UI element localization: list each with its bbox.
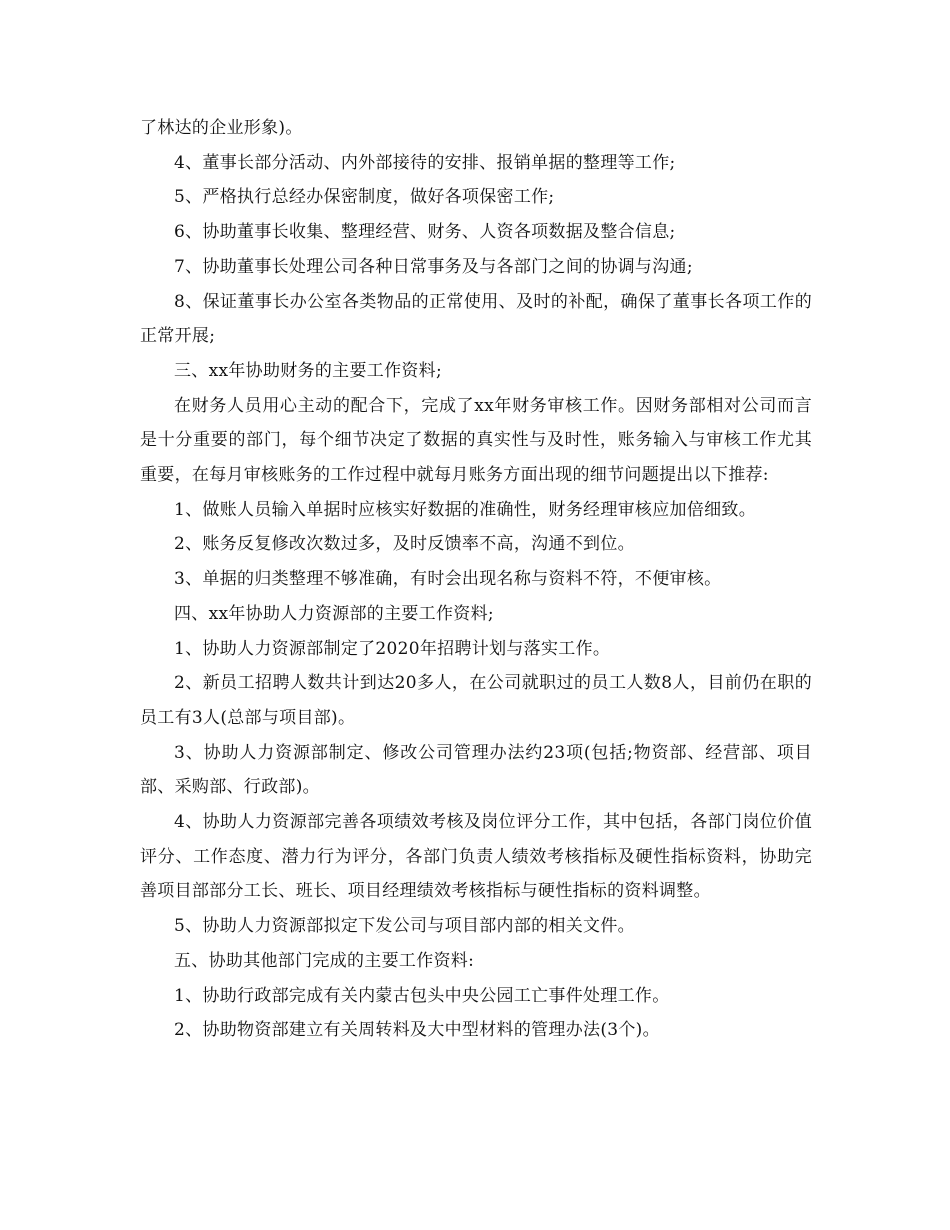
section-heading: 三、xx年协助财务的主要工作资料; [174, 360, 443, 381]
list-item: 6、协助董事长收集、整理经营、财务、人资各项数据及整合信息; [174, 222, 676, 243]
section-heading: 四、xx年协助人力资源部的主要工作资料; [174, 603, 494, 624]
list-item: 5、严格执行总经办保密制度，做好各项保密工作; [174, 187, 555, 208]
list-item: 2、协助物资部建立有关周转料及大中型材料的管理办法(3个)。 [174, 1020, 660, 1041]
list-item: 3、单据的归类整理不够准确，有时会出现名称与资料不符，不便审核。 [174, 569, 722, 590]
document-body [140, 111, 812, 1048]
paragraph: 在财务人员用心主动的配合下，完成了xx年财务审核工作。因财务部相对公司而言是十分重要的部门，每个细节决定了数据的真实性与及时性，账务输入与审核工作尤其重要，在每月审核账务的工作过程中就每月账务方面出现的细节问题提出以下推荐: [140, 395, 812, 486]
list-item: 1、做账人员输入单据时应核实好数据的准确性，财务经理审核应加倍细致。 [174, 499, 757, 520]
list-item: 7、协助董事长处理公司各种日常事务及与各部门之间的协调与沟通; [174, 256, 693, 277]
list-item: 1、协助人力资源部制定了2020年招聘计划与落实工作。 [174, 638, 611, 659]
list-item: 4、董事长部分活动、内外部接待的安排、报销单据的整理等工作; [174, 152, 676, 173]
list-item: 2、账务反复修改次数过多，及时反馈率不高，沟通不到位。 [174, 534, 635, 555]
section-heading: 五、协助其他部门完成的主要工作资料: [174, 950, 475, 971]
list-item: 2、新员工招聘人数共计到达20多人，在公司就职过的员工人数8人，目前仍在职的员工有3人(总部与项目部)。 [140, 673, 812, 728]
paragraph: 了林达的企业形象)。 [140, 118, 303, 138]
list-item: 8、保证董事长办公室各类物品的正常使用、及时的补配，确保了董事长各项工作的正常开展; [140, 291, 812, 347]
list-item: 3、协助人力资源部制定、修改公司管理办法约23项(包括;物资部、经营部、项目部、采购部、行政部)。 [140, 742, 812, 798]
list-item: 4、协助人力资源部完善各项绩效考核及岗位评分工作，其中包括，各部门岗位价值评分、工作态度、潜力行为评分，各部门负责人绩效考核指标及硬性指标资料，协助完善项目部部分工长、班长、项目经理绩效考核指标与硬性指标的资料调整。 [140, 812, 812, 902]
list-item: 1、协助行政部完成有关内蒙古包头中央公园工亡事件处理工作。 [174, 985, 670, 1006]
list-item: 5、协助人力资源部拟定下发公司与项目部内部的相关文件。 [174, 916, 635, 937]
